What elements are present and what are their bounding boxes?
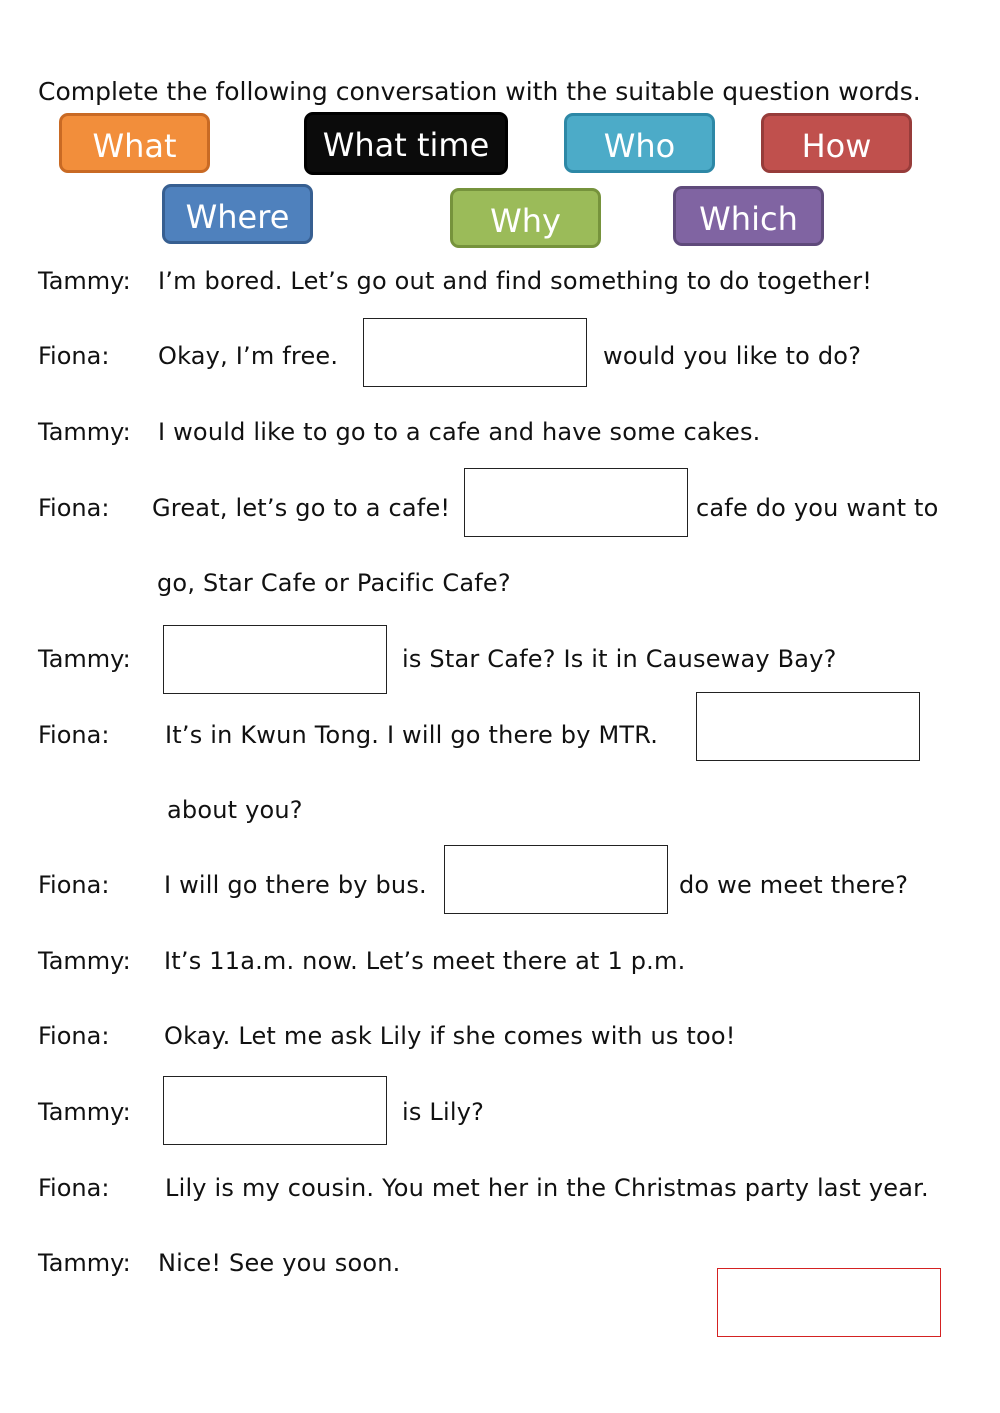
dialogue-text: is Lily? [402, 1098, 485, 1126]
speaker-label: Tammy: [38, 418, 131, 446]
dialogue-text: I’m bored. Let’s go out and find something to do together! [158, 267, 873, 295]
answer-drop-box-1[interactable] [363, 318, 587, 387]
word-chip-how[interactable]: How [761, 113, 912, 173]
word-chip-where[interactable]: Where [162, 184, 313, 244]
spare-answer-box[interactable] [717, 1268, 941, 1337]
dialogue-text: Lily is my cousin. You met her in the Christmas party last year. [165, 1174, 929, 1202]
dialogue-text: Great, let’s go to a cafe! [152, 494, 451, 522]
answer-drop-box-3[interactable] [163, 625, 387, 694]
dialogue-text: do we meet there? [679, 871, 909, 899]
speaker-label: Fiona: [38, 721, 110, 749]
dialogue-text: cafe do you want to [696, 494, 939, 522]
answer-drop-box-2[interactable] [464, 468, 688, 537]
word-chip-what-time[interactable]: What time [304, 112, 508, 175]
answer-drop-box-4[interactable] [696, 692, 920, 761]
dialogue-text: It’s in Kwun Tong. I will go there by MTR. [165, 721, 659, 749]
speaker-label: Fiona: [38, 1174, 110, 1202]
instruction-text: Complete the following conversation with the suitable question words. [38, 77, 921, 106]
word-chip-which[interactable]: Which [673, 186, 824, 246]
speaker-label: Tammy: [38, 1098, 131, 1126]
word-chip-what[interactable]: What [59, 113, 210, 173]
speaker-label: Tammy: [38, 947, 131, 975]
dialogue-text: I will go there by bus. [164, 871, 427, 899]
dialogue-text: Nice! See you soon. [158, 1249, 401, 1277]
dialogue-text: go, Star Cafe or Pacific Cafe? [157, 569, 511, 597]
dialogue-text: is Star Cafe? Is it in Causeway Bay? [402, 645, 837, 673]
dialogue-text: It’s 11a.m. now. Let’s meet there at 1 p.m. [164, 947, 686, 975]
speaker-label: Fiona: [38, 871, 110, 899]
dialogue-text: I would like to go to a cafe and have some cakes. [158, 418, 761, 446]
speaker-label: Fiona: [38, 494, 110, 522]
answer-drop-box-6[interactable] [163, 1076, 387, 1145]
speaker-label: Fiona: [38, 342, 110, 370]
dialogue-text: Okay. Let me ask Lily if she comes with us too! [164, 1022, 736, 1050]
speaker-label: Tammy: [38, 1249, 131, 1277]
dialogue-text: Okay, I’m free. [158, 342, 339, 370]
speaker-label: Fiona: [38, 1022, 110, 1050]
dialogue-text: would you like to do? [603, 342, 862, 370]
speaker-label: Tammy: [38, 267, 131, 295]
word-chip-who[interactable]: Who [564, 113, 715, 173]
dialogue-text: about you? [167, 796, 303, 824]
word-chip-why[interactable]: Why [450, 188, 601, 248]
answer-drop-box-5[interactable] [444, 845, 668, 914]
speaker-label: Tammy: [38, 645, 131, 673]
